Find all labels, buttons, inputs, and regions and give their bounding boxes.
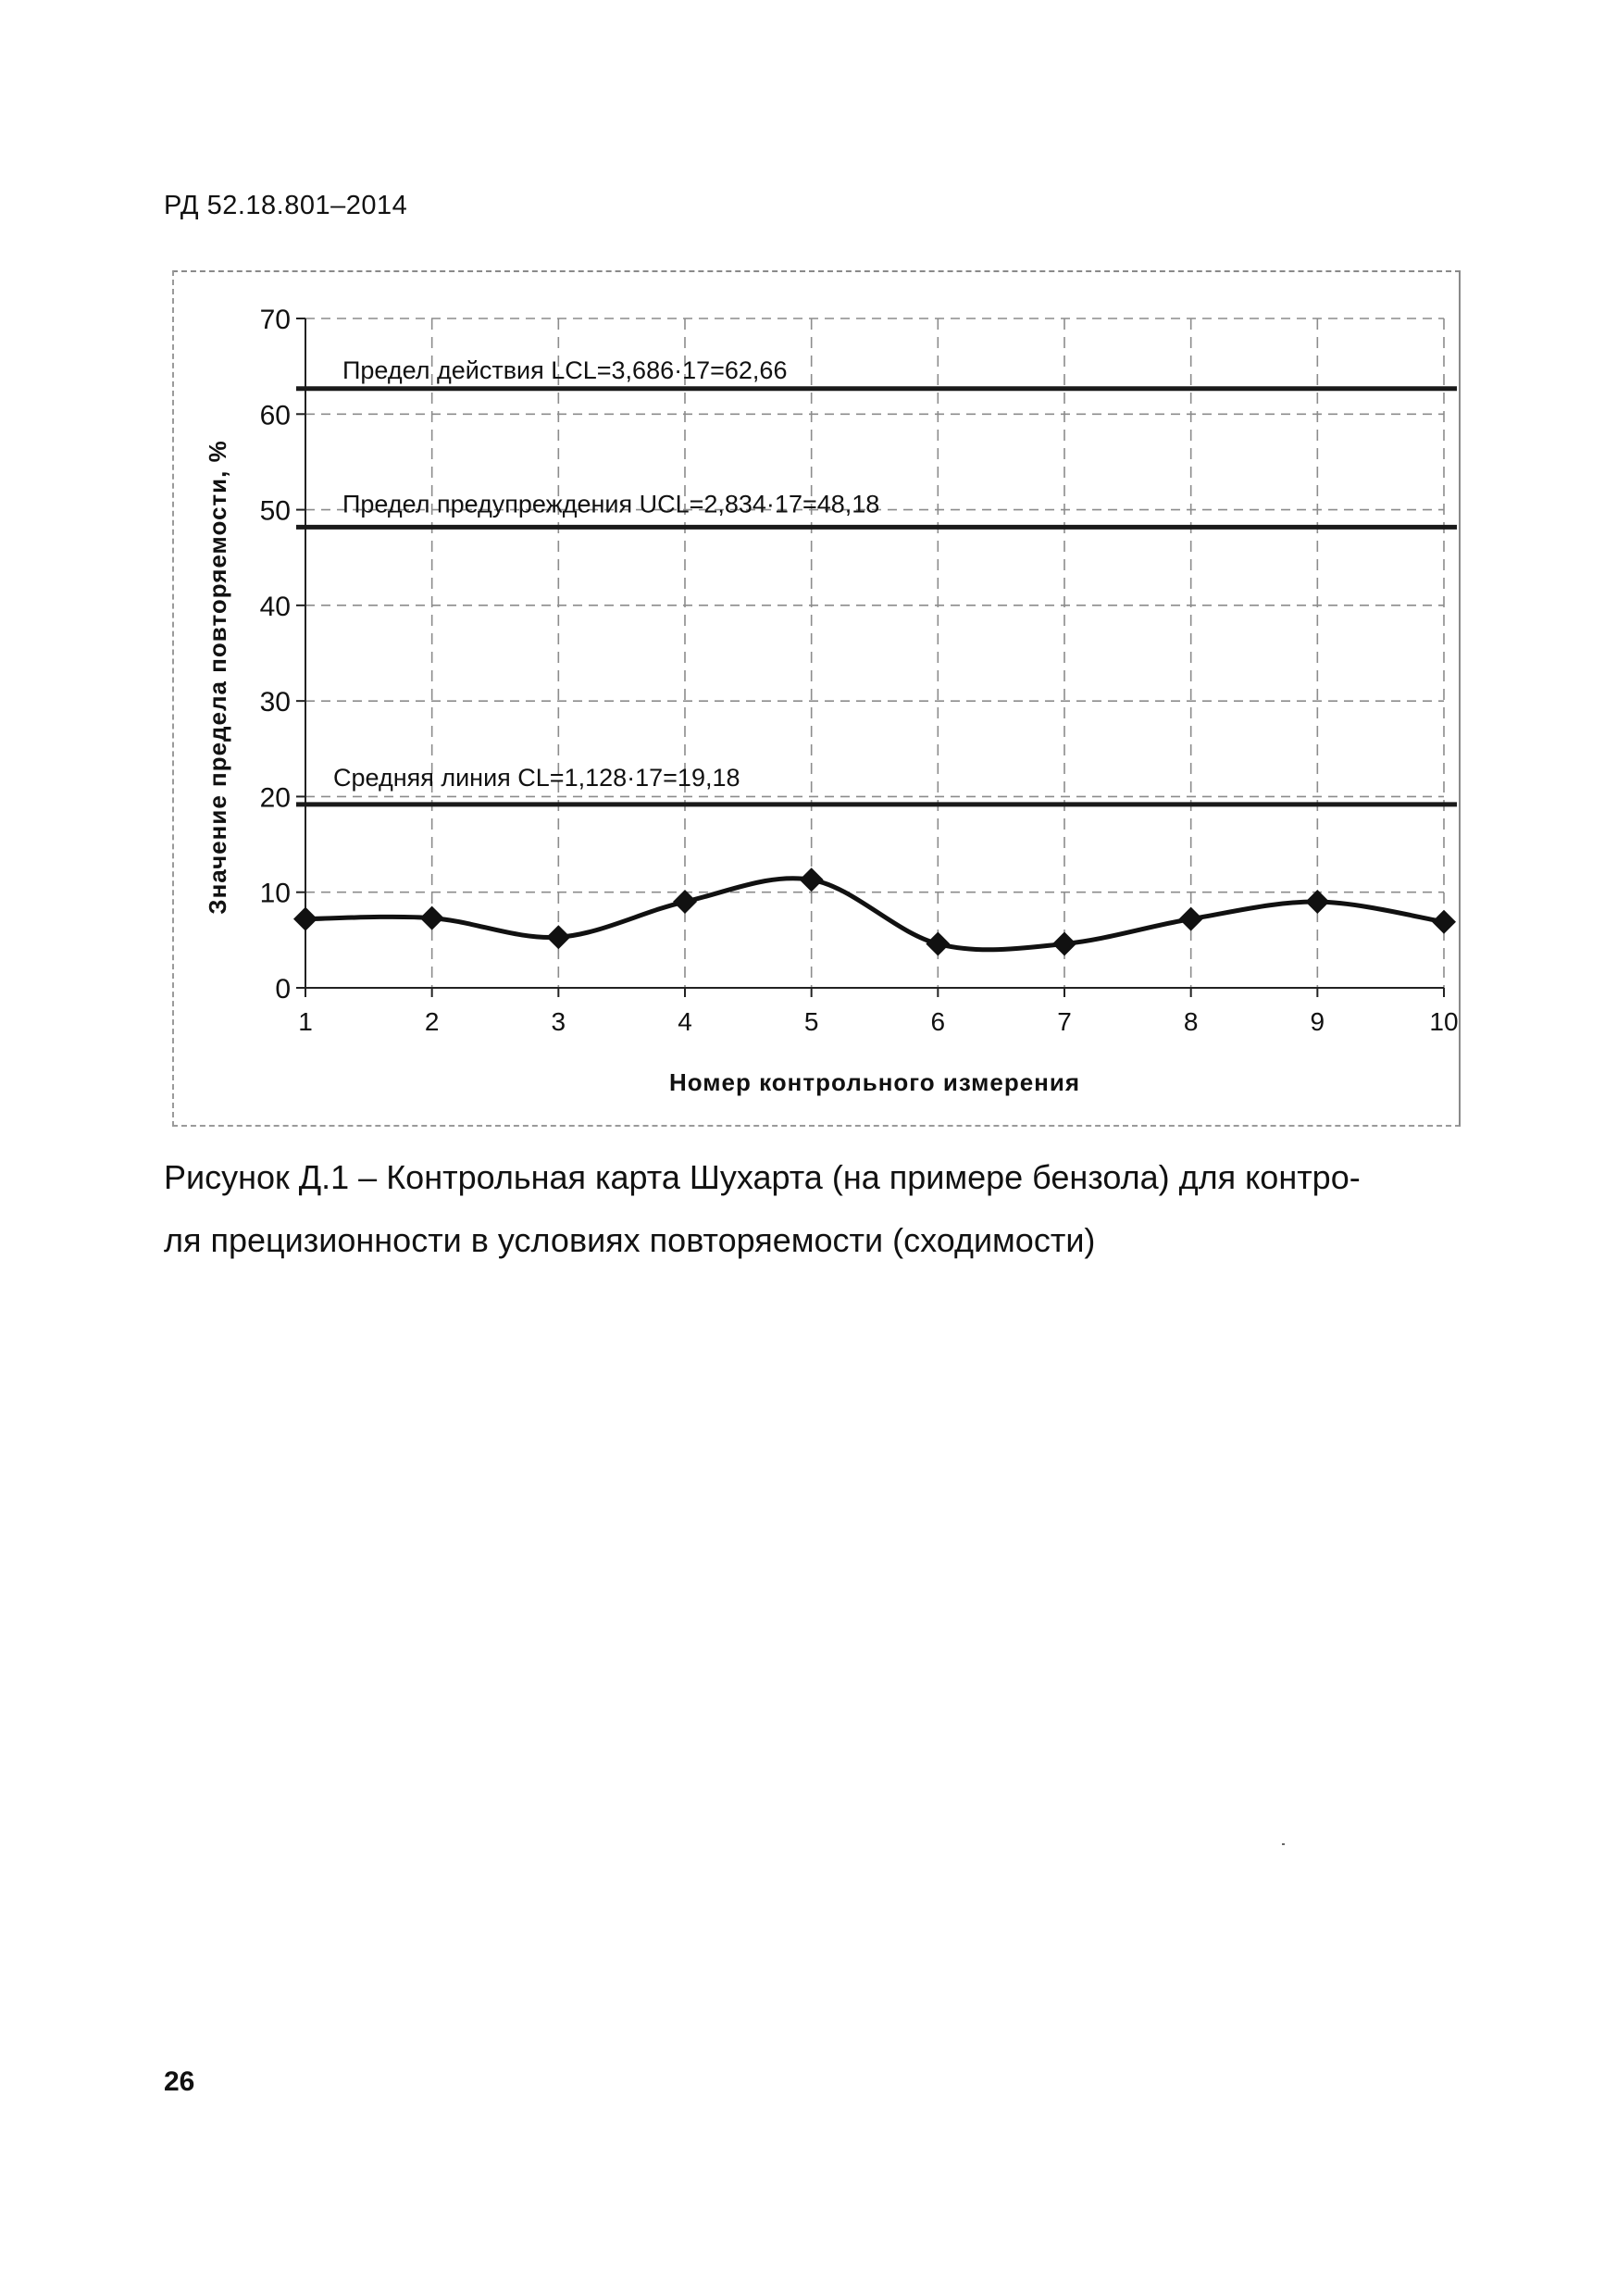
x-tick-label: 10 <box>1429 1007 1459 1036</box>
y-tick-label: 60 <box>259 400 291 431</box>
figure-caption-line-2: ля прецизионности в условиях повторяемости (сходимости) <box>164 1221 1096 1259</box>
control-limit-label: Средняя линия CL=1,128·17=19,18 <box>333 763 740 792</box>
y-tick-label: 0 <box>275 974 291 1004</box>
y-tick-label: 70 <box>259 305 291 335</box>
data-point-marker <box>1305 890 1329 914</box>
y-tick-label: 50 <box>259 495 291 527</box>
x-tick-label: 3 <box>551 1007 566 1036</box>
data-point-marker <box>1432 910 1456 934</box>
data-point-marker <box>800 867 824 892</box>
x-tick-label: 5 <box>803 1007 819 1036</box>
shewhart-control-chart <box>172 270 1461 1127</box>
x-tick-label: 7 <box>1057 1007 1072 1036</box>
data-point-marker <box>546 925 570 949</box>
data-series-line <box>305 879 1444 950</box>
y-tick-label: 10 <box>259 878 291 909</box>
scan-speck <box>1282 1843 1285 1845</box>
data-point-marker <box>293 907 317 931</box>
figure-caption <box>164 1146 1478 1272</box>
data-point-marker <box>1052 931 1076 955</box>
control-limit-label: Предел предупреждения UCL=2,834·17=48,18 <box>342 490 880 518</box>
x-tick-label: 9 <box>1310 1007 1325 1036</box>
figure-caption-line-1: Рисунок Д.1 – Контрольная карта Шухарта (на примере бензола) для контро- <box>164 1158 1361 1196</box>
document-header: РД 52.18.801–2014 <box>164 191 408 220</box>
data-point-marker <box>1179 907 1203 931</box>
x-tick-label: 1 <box>298 1007 313 1036</box>
x-tick-label: 4 <box>678 1007 692 1036</box>
x-tick-label: 6 <box>930 1007 946 1036</box>
y-tick-label: 40 <box>259 591 291 622</box>
x-tick-label: 2 <box>424 1007 440 1036</box>
data-point-marker <box>926 931 950 955</box>
data-point-marker <box>420 906 444 930</box>
page-number: 26 <box>164 2066 195 2097</box>
y-tick-label: 30 <box>259 687 291 718</box>
control-limit-label: Предел действия LCL=3,686·17=62,66 <box>342 356 788 384</box>
y-tick-label: 20 <box>259 782 291 814</box>
x-axis-title: Номер контрольного измерения <box>668 1068 1081 1096</box>
y-axis-title: Значение предела повторяемости, % <box>204 440 231 915</box>
data-point-marker <box>673 890 697 914</box>
x-tick-label: 8 <box>1183 1007 1199 1036</box>
